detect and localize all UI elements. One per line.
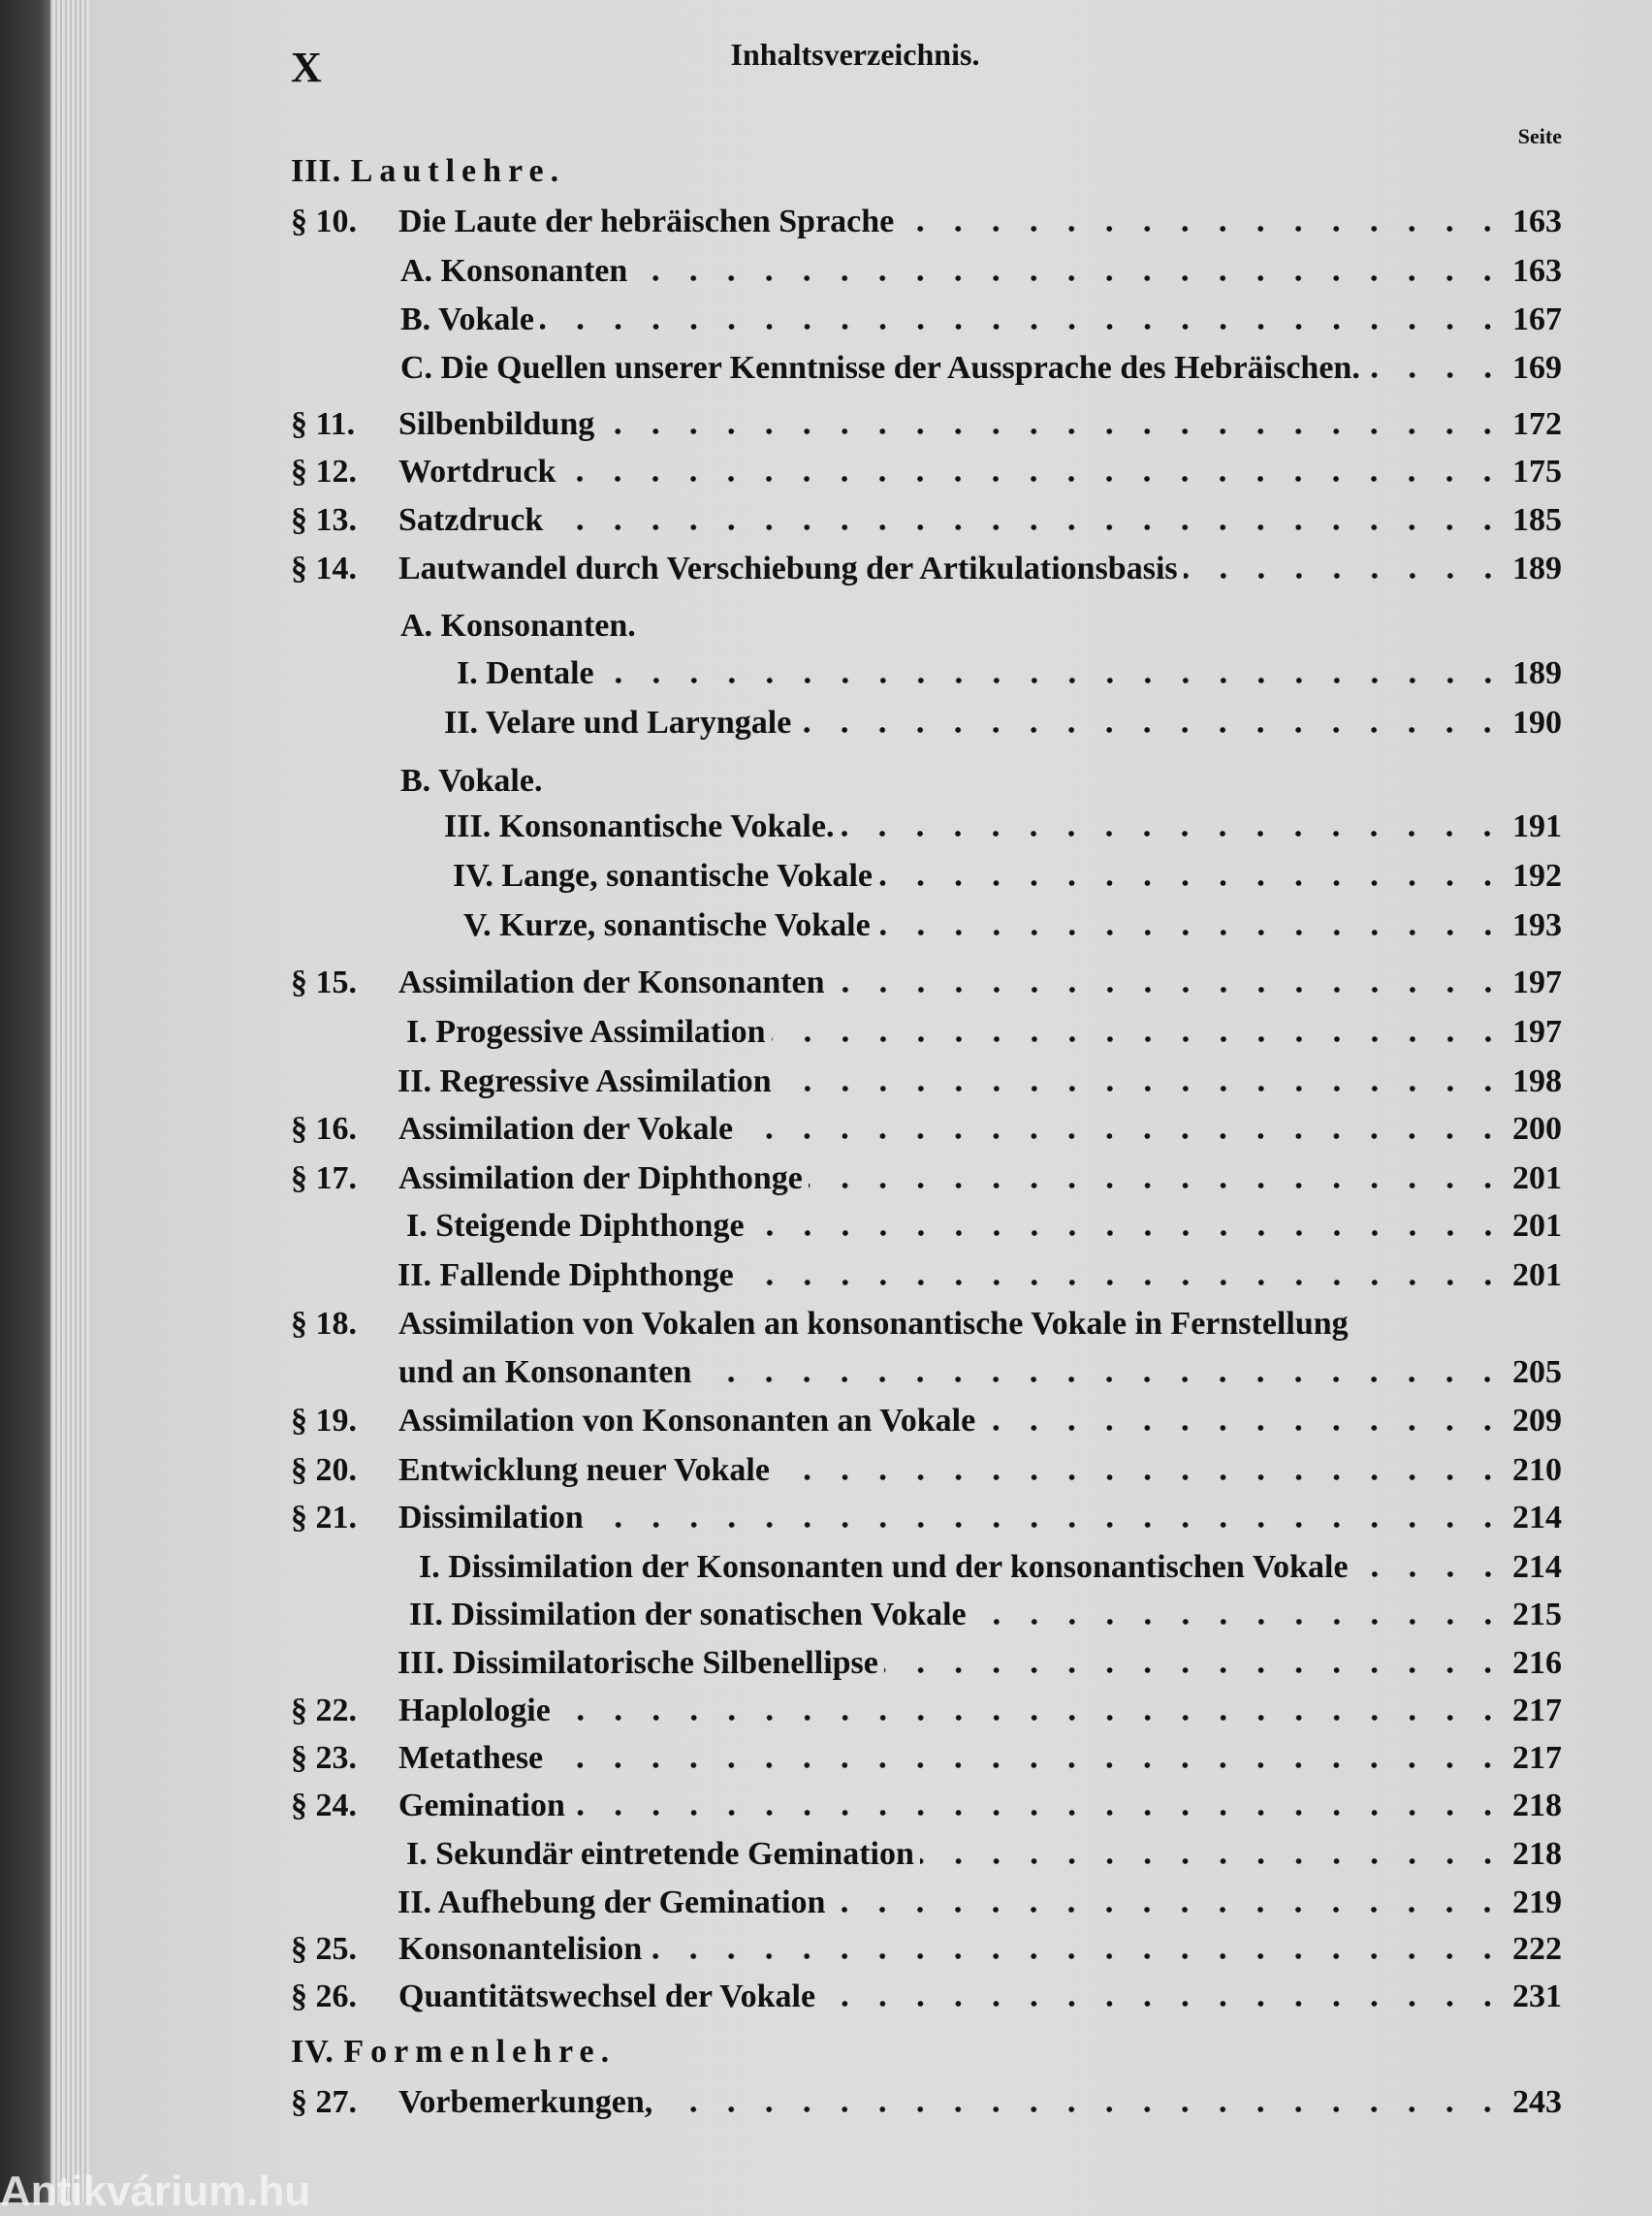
entry-title: II. Velare und Laryngale	[444, 705, 792, 741]
entry-title: Silbenbildung	[398, 406, 595, 442]
toc-entry	[406, 1836, 1562, 1873]
entry-page-number: 214	[1512, 1500, 1562, 1535]
toc-entry	[398, 1160, 1562, 1197]
toc-entry	[409, 1597, 1562, 1633]
section-number: § 16.	[291, 1111, 357, 1147]
toc-entry	[397, 1645, 1562, 1682]
section-number: § 21.	[291, 1500, 357, 1535]
toc-entry	[398, 1452, 1562, 1489]
entry-title: II. Fallende Diphthonge	[397, 1257, 734, 1293]
section-number: § 23.	[291, 1740, 357, 1776]
dot-leader	[556, 1715, 1507, 1721]
section-number: § 17.	[291, 1160, 357, 1196]
entry-title: C. Die Quellen unserer Kenntnisse der Aussprache des Hebräischen.	[400, 350, 1360, 386]
entry-page-number: 222	[1512, 1931, 1562, 1967]
dot-leader	[778, 1086, 1507, 1092]
toc-entry	[398, 551, 1562, 587]
part-title: Formenlehre.	[343, 2034, 617, 2070]
dot-leader	[831, 987, 1507, 993]
entry-title: Quantitätswechsel der Vokale	[398, 1979, 816, 2014]
dot-leader	[658, 2106, 1507, 2112]
entry-title: Assimilation der Konsonanten	[398, 965, 825, 1000]
entry-page-number: 201	[1512, 1160, 1562, 1196]
section-number: § 13.	[291, 502, 357, 538]
dot-leader	[633, 275, 1507, 281]
dot-leader	[648, 1953, 1507, 1959]
entry-title: Entwicklung neuer Vokale	[398, 1452, 770, 1488]
entry-title: Satzdruck	[398, 502, 544, 538]
entry-page-number: 210	[1512, 1452, 1562, 1488]
dot-leader	[561, 476, 1507, 482]
entry-title: B. Vokale	[400, 301, 534, 337]
entry-page-number: 201	[1512, 1257, 1562, 1293]
toc-entry	[397, 1257, 1562, 1294]
entry-page-number: 215	[1512, 1597, 1562, 1632]
entry-title: II. Dissimilation der sonatischen Vokale	[409, 1597, 967, 1632]
section-number: § 24.	[291, 1788, 357, 1823]
dot-leader	[750, 1230, 1507, 1236]
dot-leader	[831, 1907, 1507, 1913]
toc-entry	[398, 965, 1562, 1001]
entry-title: A. Konsonanten	[400, 253, 628, 289]
toc-entry	[453, 858, 1562, 895]
dot-leader	[797, 727, 1507, 733]
entry-title: Assimilation der Vokale	[398, 1111, 734, 1147]
dot-leader	[840, 831, 1507, 837]
entry-page-number: 200	[1512, 1111, 1562, 1147]
entry-title: Haplologie	[398, 1693, 551, 1728]
toc-entry	[444, 808, 1562, 845]
section-number: § 18.	[291, 1306, 357, 1342]
entry-page-number: 163	[1512, 253, 1562, 289]
entry-title: I. Sekundär eintretende Gemination	[406, 1836, 914, 1872]
dot-leader	[900, 226, 1507, 232]
toc-entry	[406, 1208, 1562, 1245]
toc-entry	[400, 608, 1562, 645]
entry-page-number: 219	[1512, 1884, 1562, 1920]
dot-leader	[776, 1474, 1507, 1480]
entry-page-number: 218	[1512, 1788, 1562, 1823]
entry-title: III. Dissimilatorische Silbenellipse	[397, 1645, 878, 1681]
entry-page-number: 190	[1512, 705, 1562, 741]
toc-entry	[463, 907, 1562, 944]
page-number: X	[291, 44, 322, 91]
entry-page-number: 185	[1512, 502, 1562, 538]
dot-leader	[1184, 573, 1507, 579]
entry-title: II. Aufhebung der Gemination	[397, 1884, 826, 1920]
section-number: § 14.	[291, 551, 357, 586]
section-number: § 19.	[291, 1403, 357, 1439]
column-label-seite: Seite	[1517, 124, 1562, 148]
toc-entry	[398, 406, 1562, 443]
entry-page-number: 201	[1512, 1208, 1562, 1244]
entry-page-number: 169	[1512, 350, 1562, 386]
dot-leader	[1366, 372, 1507, 378]
dot-leader	[884, 1667, 1507, 1673]
toc-entry	[398, 1354, 1562, 1391]
running-title: Inhaltsverzeichnis.	[730, 37, 980, 72]
section-number: § 26.	[291, 1979, 357, 2014]
entry-page-number: 198	[1512, 1063, 1562, 1099]
entry-title: I. Dentale	[457, 655, 594, 691]
entry-page-number: 197	[1512, 1014, 1562, 1050]
entry-page-number: 193	[1512, 907, 1562, 943]
entry-page-number: 205	[1512, 1354, 1562, 1390]
entry-page-number: 167	[1512, 301, 1562, 337]
dot-leader	[809, 1183, 1507, 1188]
toc-entry	[397, 1063, 1562, 1100]
section-number: § 20.	[291, 1452, 357, 1488]
dot-leader	[600, 678, 1507, 683]
entry-title: Lautwandel durch Verschiebung der Artikulationsbasis	[398, 551, 1178, 586]
entry-title: Metathese	[398, 1740, 544, 1776]
watermark: Antikvárium.hu	[0, 2168, 311, 2215]
entry-page-number: 218	[1512, 1836, 1562, 1872]
part-label: III.	[291, 153, 342, 189]
part-label: IV.	[291, 2034, 334, 2070]
entry-page-number: 175	[1512, 454, 1562, 490]
toc-entry	[444, 705, 1562, 742]
part-title: Lautlehre.	[350, 153, 566, 189]
toc-entry	[398, 1788, 1562, 1824]
page-edges	[50, 0, 89, 2202]
dot-leader	[740, 1280, 1507, 1285]
part-heading-formenlehre	[291, 2034, 616, 2071]
section-number: § 10.	[291, 204, 357, 239]
toc-entry	[398, 454, 1562, 491]
entry-title: Assimilation der Diphthonge	[398, 1160, 803, 1196]
toc-entry	[398, 1111, 1562, 1148]
entry-page-number: 197	[1512, 965, 1562, 1000]
entry-title: I. Dissimilation der Konsonanten und der konsonantischen Vokale	[419, 1549, 1349, 1585]
toc-entry	[398, 1306, 1562, 1343]
dot-leader	[981, 1425, 1507, 1431]
dot-leader	[540, 324, 1507, 330]
entry-title: Assimilation von Vokalen an konsonantische Vokale in Fernstellung	[398, 1306, 1349, 1342]
dot-leader	[697, 1377, 1507, 1382]
entry-title: und an Konsonanten	[398, 1354, 692, 1390]
dot-leader	[549, 524, 1507, 530]
section-number: § 15.	[291, 965, 357, 1000]
entry-page-number: 209	[1512, 1403, 1562, 1439]
entry-title: Assimilation von Konsonanten an Vokale	[398, 1403, 976, 1439]
toc-entry	[457, 655, 1562, 692]
dot-leader	[972, 1619, 1507, 1625]
entry-title: I. Progessive Assimilation	[406, 1014, 766, 1050]
entry-page-number: 214	[1512, 1549, 1562, 1585]
toc-entry	[398, 2084, 1562, 2121]
entry-page-number: 163	[1512, 204, 1562, 239]
section-number: § 27.	[291, 2084, 357, 2120]
toc-entry	[398, 204, 1562, 240]
entry-title: II. Regressive Assimilation	[397, 1063, 772, 1099]
dot-leader	[878, 880, 1507, 886]
toc-entry	[398, 1979, 1562, 2015]
section-number: § 22.	[291, 1693, 357, 1728]
toc-entry	[398, 1403, 1562, 1440]
dot-leader	[876, 930, 1507, 935]
dot-leader	[920, 1858, 1507, 1864]
dot-leader	[589, 1522, 1507, 1528]
section-number: § 11.	[291, 406, 356, 442]
dot-leader	[1354, 1571, 1507, 1577]
entry-page-number: 172	[1512, 406, 1562, 442]
section-number: § 25.	[291, 1931, 357, 1967]
book-spine-shadow	[0, 0, 50, 2202]
entry-title: V. Kurze, sonantische Vokale	[463, 907, 871, 943]
entry-page-number: 217	[1512, 1740, 1562, 1776]
toc-entry	[419, 1549, 1562, 1586]
entry-title: III. Konsonantische Vokale.	[444, 808, 835, 844]
dot-leader	[600, 428, 1507, 434]
dot-leader	[549, 1762, 1507, 1768]
entry-page-number: 243	[1512, 2084, 1562, 2120]
toc-entry	[400, 253, 1562, 290]
entry-page-number: 192	[1512, 858, 1562, 894]
entry-title: I. Steigende Diphthonge	[406, 1208, 745, 1244]
entry-title: A. Konsonanten.	[400, 608, 636, 644]
section-number: § 12.	[291, 454, 357, 490]
dot-leader	[821, 2001, 1507, 2007]
entry-title: Gemination	[398, 1788, 565, 1823]
entry-page-number: 189	[1512, 655, 1562, 691]
toc-entry	[398, 1500, 1562, 1536]
entry-title: Wortdruck	[398, 454, 556, 490]
part-heading-lautlehre	[291, 153, 565, 190]
entry-title: IV. Lange, sonantische Vokale	[453, 858, 873, 894]
toc-entry	[397, 1884, 1562, 1921]
entry-title: Dissimilation	[398, 1500, 584, 1535]
entry-page-number: 217	[1512, 1693, 1562, 1728]
toc-entry	[398, 1693, 1562, 1729]
entry-title: B. Vokale.	[400, 763, 543, 799]
toc-entry	[398, 1931, 1562, 1968]
toc-entry	[398, 1740, 1562, 1777]
entry-page-number: 189	[1512, 551, 1562, 586]
entry-title: Vorbemerkungen,	[398, 2084, 653, 2120]
entry-title: Konsonantelision	[398, 1931, 643, 1967]
entry-title: Die Laute der hebräischen Sprache	[398, 204, 895, 239]
toc-entry	[406, 1014, 1562, 1051]
toc-entry	[400, 350, 1562, 387]
entry-page-number: 231	[1512, 1979, 1562, 2014]
dot-leader	[772, 1036, 1507, 1042]
toc-entry	[400, 763, 1562, 800]
entry-page-number: 191	[1512, 808, 1562, 844]
dot-leader	[739, 1133, 1507, 1139]
toc-entry	[400, 301, 1562, 338]
toc-entry	[398, 502, 1562, 539]
dot-leader	[571, 1810, 1507, 1816]
entry-page-number: 216	[1512, 1645, 1562, 1681]
